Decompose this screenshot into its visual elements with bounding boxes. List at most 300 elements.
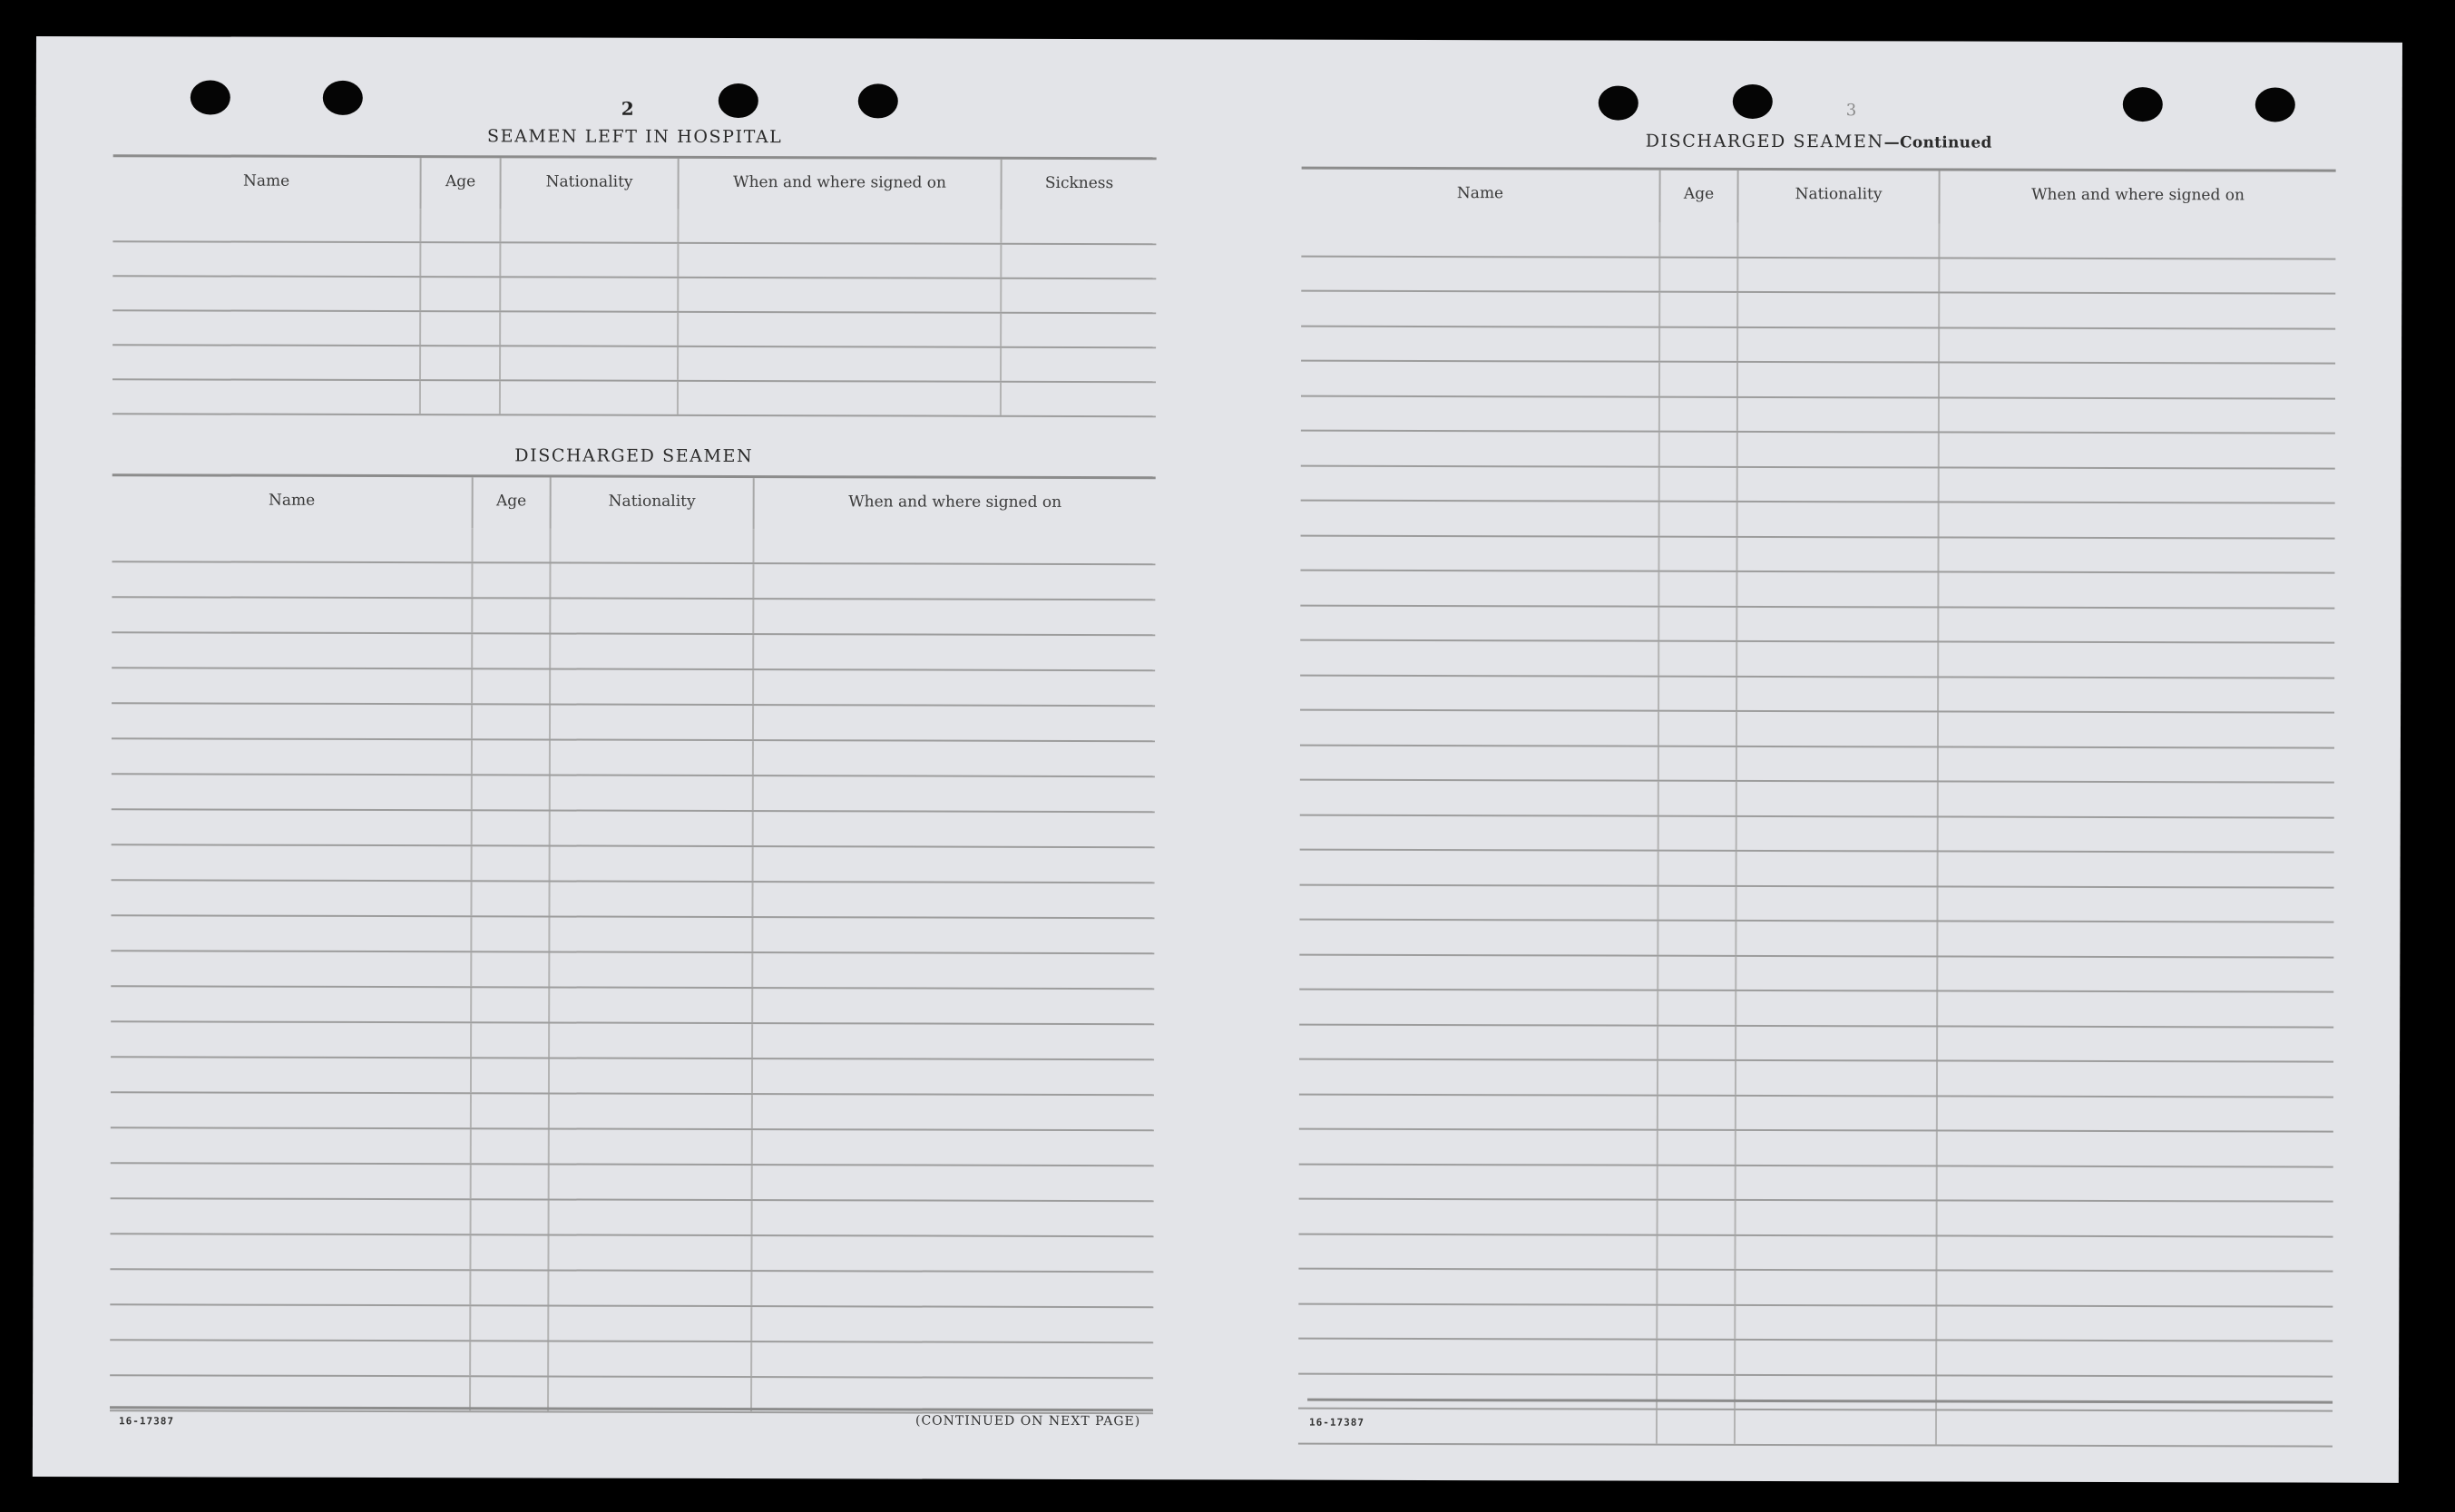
discharged-continued-body	[1298, 222, 2336, 1447]
table-cell	[1939, 852, 2334, 886]
table-cell	[550, 1094, 753, 1128]
table-cell	[679, 347, 1002, 381]
table-cell	[551, 705, 754, 739]
table-cell	[1938, 1131, 2333, 1166]
table-cell	[1658, 1375, 1736, 1409]
table-row	[1298, 1270, 2333, 1307]
table-cell	[112, 277, 421, 310]
col-signed-on-header: When and where signed on	[2031, 185, 2245, 205]
table-row	[1301, 432, 2335, 469]
table-cell	[752, 1272, 1153, 1306]
table-cell	[112, 810, 473, 844]
table-cell	[551, 740, 754, 775]
table-cell	[471, 1341, 549, 1375]
table-cell	[1736, 1201, 1938, 1234]
col-name-header: Name	[112, 476, 474, 528]
table-cell	[1658, 956, 1736, 990]
table-cell	[1299, 1200, 1658, 1234]
table-cell	[1301, 396, 1660, 431]
table-row	[1299, 1165, 2333, 1202]
table-cell	[473, 599, 551, 632]
table-cell	[679, 313, 1002, 346]
discharged-continued-header	[1301, 170, 2335, 225]
page-number: 3	[1845, 101, 1857, 121]
table-cell	[501, 278, 679, 311]
table-cell	[111, 1022, 472, 1057]
table-cell	[473, 669, 551, 703]
table-cell	[1737, 816, 1939, 850]
table-cell	[1660, 293, 1738, 327]
table-cell	[1938, 957, 2333, 991]
table-cell	[112, 562, 473, 597]
table-cell	[1301, 327, 1660, 361]
table-cell	[1658, 1410, 1736, 1444]
discharged-table-body	[110, 527, 1156, 1414]
table-cell	[1737, 677, 1939, 710]
table-cell	[1300, 676, 1659, 710]
table-cell	[472, 1200, 550, 1234]
table-cell	[1737, 782, 1939, 815]
col-sickness-header: Sickness	[1044, 173, 1114, 193]
table-cell	[110, 1270, 471, 1304]
table-cell	[472, 1023, 550, 1057]
table-cell	[1737, 852, 1939, 885]
table-cell	[1301, 362, 1660, 396]
table-cell	[1301, 466, 1660, 501]
table-cell	[1659, 642, 1737, 676]
table-cell	[1660, 327, 1738, 361]
table-cell	[1937, 1410, 2333, 1445]
table-row	[111, 1022, 1154, 1060]
table-cell	[1660, 363, 1738, 396]
table-row	[112, 775, 1155, 813]
table-cell	[472, 1094, 550, 1127]
table-cell	[1938, 991, 2333, 1026]
table-cell	[1299, 1095, 1658, 1129]
table-cell	[754, 564, 1155, 599]
table-cell	[754, 529, 1155, 563]
table-cell	[551, 599, 754, 633]
table-cell	[1738, 433, 1940, 466]
table-cell	[421, 209, 501, 241]
table-cell	[473, 811, 551, 844]
table-row	[1299, 1025, 2333, 1062]
table-cell	[551, 669, 754, 704]
table-cell	[1298, 1270, 1658, 1304]
table-cell	[1939, 572, 2334, 607]
table-row	[112, 346, 1156, 383]
table-row	[111, 987, 1154, 1025]
table-cell	[1299, 955, 1658, 990]
table-cell	[1939, 608, 2334, 642]
table-cell	[1736, 1410, 1937, 1444]
table-cell	[1300, 641, 1659, 676]
table-cell	[473, 740, 551, 774]
table-cell	[1938, 1201, 2333, 1235]
table-row	[112, 810, 1155, 848]
table-cell	[679, 278, 1002, 312]
table-row	[1299, 885, 2333, 922]
table-cell	[1939, 538, 2334, 572]
table-row	[1299, 1130, 2333, 1167]
table-row	[1298, 1374, 2333, 1411]
table-cell	[1300, 851, 1659, 885]
col-age-header: Age	[474, 477, 552, 528]
table-row	[1298, 1304, 2333, 1341]
table-cell	[1300, 571, 1659, 606]
table-cell	[1300, 606, 1659, 640]
table-row	[1300, 606, 2334, 643]
table-cell	[112, 704, 473, 738]
col-name-header: Name	[113, 157, 422, 209]
hospital-table-body	[112, 208, 1157, 417]
table-row	[111, 1199, 1154, 1237]
table-cell	[421, 312, 501, 345]
form-sheet	[33, 36, 2402, 1483]
form-code: 16-17387	[1308, 1416, 1365, 1429]
table-cell	[550, 1058, 753, 1093]
table-row	[1301, 327, 2335, 364]
table-row	[1299, 990, 2333, 1028]
table-cell	[1659, 572, 1737, 606]
table-cell	[112, 668, 473, 703]
table-cell	[1301, 502, 1660, 536]
table-cell	[112, 775, 473, 809]
table-cell	[1658, 1131, 1736, 1165]
table-cell	[1738, 397, 1940, 431]
table-cell	[1938, 922, 2333, 956]
table-cell	[471, 1377, 549, 1410]
table-cell	[112, 242, 421, 276]
table-cell	[1298, 1340, 1658, 1374]
table-cell	[1738, 502, 1940, 536]
table-cell	[1736, 1166, 1938, 1199]
table-cell	[1937, 1341, 2333, 1375]
col-signed-on-header: When and where signed on	[680, 159, 1003, 210]
table-cell	[472, 1058, 550, 1092]
table-row	[1300, 676, 2334, 713]
table-row	[112, 311, 1156, 348]
table-cell	[679, 244, 1002, 278]
table-cell	[1658, 1026, 1736, 1059]
hospital-section-title: SEAMEN LEFT IN HOSPITAL	[486, 126, 783, 148]
table-cell	[754, 635, 1155, 669]
table-cell	[1940, 223, 2335, 258]
table-row	[1300, 781, 2334, 818]
table-cell	[473, 776, 551, 809]
table-cell	[1300, 746, 1659, 780]
table-cell	[1660, 223, 1738, 257]
table-row	[112, 208, 1156, 245]
table-cell	[753, 1130, 1154, 1165]
table-row	[111, 916, 1154, 954]
table-row	[1299, 921, 2333, 958]
table-cell	[1940, 328, 2335, 363]
table-cell	[1660, 467, 1738, 501]
table-cell	[1658, 1271, 1736, 1304]
table-cell	[472, 1165, 550, 1198]
table-cell	[1658, 886, 1736, 920]
table-cell	[1736, 922, 1938, 955]
table-cell	[752, 1342, 1153, 1377]
table-cell	[1301, 257, 1660, 291]
table-cell	[1659, 746, 1737, 780]
table-cell	[1301, 222, 1660, 257]
table-cell	[1738, 223, 1940, 257]
table-cell	[679, 210, 1002, 243]
table-cell	[1738, 327, 1940, 361]
table-cell	[1737, 642, 1939, 676]
table-row	[112, 242, 1156, 279]
table-cell	[1659, 816, 1737, 850]
table-cell	[473, 563, 551, 597]
table-row	[1300, 746, 2334, 783]
table-cell	[111, 1093, 472, 1127]
table-row	[1300, 641, 2334, 678]
table-cell	[753, 1166, 1154, 1200]
table-row	[1300, 851, 2334, 888]
table-cell	[752, 1236, 1153, 1271]
table-cell	[1738, 363, 1940, 396]
table-row	[1301, 292, 2335, 329]
table-cell	[754, 670, 1155, 705]
table-cell	[754, 706, 1155, 740]
table-cell	[112, 845, 473, 880]
table-row	[1298, 1340, 2333, 1377]
table-row	[112, 562, 1155, 600]
table-cell	[1658, 991, 1736, 1025]
table-cell	[110, 1234, 471, 1269]
table-cell	[1299, 1025, 1658, 1059]
discharged-section-title: DISCHARGED SEAMEN	[514, 445, 754, 467]
table-cell	[1940, 433, 2335, 467]
table-cell	[1658, 1096, 1736, 1129]
table-cell	[1737, 572, 1939, 606]
table-row	[110, 1305, 1153, 1343]
table-cell	[551, 846, 754, 881]
table-cell	[112, 380, 421, 414]
table-cell	[1939, 678, 2334, 712]
col-nationality-header: Nationality	[552, 477, 755, 529]
table-cell	[112, 527, 473, 561]
table-cell	[1939, 782, 2334, 816]
table-row	[110, 1270, 1153, 1308]
table-cell	[1659, 852, 1737, 885]
table-cell	[1738, 258, 1940, 291]
table-row	[1301, 502, 2335, 539]
table-cell	[1002, 279, 1156, 312]
table-row	[1301, 362, 2335, 399]
table-cell	[1938, 1097, 2333, 1131]
table-cell	[1736, 886, 1938, 920]
table-cell	[473, 846, 551, 880]
table-cell	[551, 563, 754, 598]
table-cell	[1659, 537, 1737, 571]
table-cell	[753, 883, 1154, 917]
table-cell	[1738, 293, 1940, 327]
table-cell	[1738, 467, 1940, 501]
table-cell	[1736, 1131, 1938, 1165]
table-cell	[110, 1305, 471, 1340]
table-cell	[1737, 712, 1939, 746]
table-cell	[1299, 885, 1658, 920]
col-signed-on-header: When and where signed on	[848, 493, 1062, 512]
table-cell	[1937, 1376, 2333, 1410]
table-cell	[550, 1023, 753, 1058]
table-row	[112, 845, 1155, 883]
table-cell	[550, 952, 753, 987]
table-cell	[549, 1341, 752, 1376]
col-age-header: Age	[422, 158, 502, 209]
table-cell	[472, 882, 550, 915]
table-cell	[550, 988, 753, 1022]
table-row	[1300, 571, 2334, 609]
table-cell	[754, 741, 1155, 776]
table-cell	[1659, 607, 1737, 640]
table-cell	[472, 1129, 550, 1163]
table-cell	[112, 739, 473, 774]
table-cell	[111, 1058, 472, 1092]
table-cell	[111, 881, 472, 915]
table-cell	[1660, 397, 1738, 431]
col-nationality-header: Nationality	[502, 158, 680, 210]
table-cell	[1002, 210, 1156, 243]
table-row	[1300, 536, 2334, 573]
table-cell	[549, 1306, 752, 1341]
table-cell	[112, 346, 421, 379]
discharged-table	[110, 473, 1156, 1414]
table-cell	[1660, 433, 1738, 466]
table-cell	[549, 1271, 752, 1305]
table-row	[111, 1128, 1154, 1166]
table-cell	[1659, 677, 1737, 710]
table-cell	[753, 989, 1154, 1023]
table-row	[111, 1058, 1154, 1096]
table-cell	[1940, 468, 2335, 502]
table-cell	[1298, 1304, 1658, 1339]
table-cell	[1736, 1061, 1938, 1095]
table-cell	[1940, 293, 2335, 327]
table-cell	[421, 243, 501, 276]
table-cell	[111, 916, 472, 951]
table-cell	[471, 1306, 549, 1340]
table-cell	[473, 634, 551, 668]
table-cell	[1300, 781, 1659, 815]
table-cell	[1300, 815, 1659, 850]
table-cell	[754, 600, 1155, 634]
table-cell	[111, 1164, 472, 1198]
table-row	[112, 277, 1156, 314]
table-cell	[753, 953, 1154, 988]
table-cell	[1940, 398, 2335, 433]
discharged-continued-title	[1302, 131, 2336, 153]
table-cell	[1938, 1061, 2333, 1096]
table-cell	[112, 311, 421, 345]
table-cell	[472, 988, 550, 1021]
table-row	[112, 739, 1155, 777]
table-cell	[1658, 1201, 1736, 1234]
table-cell	[551, 811, 754, 845]
table-row	[1301, 222, 2335, 259]
table-cell	[1736, 1235, 1937, 1269]
table-cell	[1736, 991, 1938, 1025]
table-row	[111, 951, 1154, 990]
table-row	[111, 1093, 1154, 1131]
table-cell	[112, 633, 473, 668]
table-cell	[754, 776, 1155, 811]
table-cell	[1299, 1165, 1658, 1199]
col-name-header: Name	[1301, 170, 1660, 223]
table-cell	[1660, 502, 1738, 536]
table-cell	[753, 1095, 1154, 1129]
table-cell	[551, 634, 754, 668]
table-row	[1299, 1095, 2333, 1132]
table-cell	[1736, 1305, 1937, 1339]
table-row	[1298, 1410, 2333, 1447]
table-cell	[1937, 1236, 2333, 1271]
table-cell	[1298, 1234, 1658, 1269]
table-cell	[1299, 1060, 1658, 1095]
table-row	[112, 704, 1155, 742]
table-cell	[1736, 1271, 1937, 1304]
table-cell	[1300, 711, 1659, 746]
table-cell	[421, 381, 501, 414]
table-cell	[1002, 383, 1156, 415]
table-cell	[1938, 887, 2333, 922]
table-row	[111, 1164, 1154, 1202]
table-cell	[1938, 1027, 2333, 1061]
table-cell	[753, 918, 1154, 952]
table-cell	[1299, 1130, 1658, 1165]
table-cell	[501, 209, 679, 242]
table-cell	[1939, 642, 2334, 677]
table-cell	[1299, 921, 1658, 955]
table-row	[1300, 815, 2334, 853]
table-cell	[551, 528, 754, 562]
table-cell	[1940, 363, 2335, 397]
table-cell	[551, 776, 754, 810]
table-row	[110, 1234, 1153, 1273]
table-cell	[1939, 747, 2334, 782]
table-cell	[1002, 314, 1156, 346]
table-cell	[1937, 1271, 2333, 1305]
table-row	[1299, 1200, 2333, 1237]
table-cell	[1940, 502, 2335, 537]
table-row	[111, 881, 1154, 919]
table-cell	[1658, 922, 1736, 955]
table-cell	[421, 278, 501, 310]
table-cell	[471, 1235, 549, 1269]
table-cell	[1737, 537, 1939, 571]
table-row	[1301, 466, 2335, 503]
table-cell	[1658, 1061, 1736, 1095]
table-row	[112, 598, 1155, 636]
table-row	[112, 527, 1155, 565]
table-cell	[501, 243, 679, 277]
table-cell	[1658, 1166, 1736, 1199]
table-cell	[1737, 607, 1939, 640]
table-cell	[753, 1024, 1154, 1058]
table-cell	[754, 847, 1155, 882]
table-cell	[1298, 1374, 1658, 1409]
table-cell	[550, 882, 753, 916]
table-cell	[1939, 712, 2334, 746]
section-title-text: DISCHARGED SEAMEN	[1645, 131, 1884, 152]
table-cell	[1301, 432, 1660, 466]
table-cell	[1736, 1026, 1938, 1059]
left-page	[110, 36, 1157, 1479]
table-cell	[1660, 258, 1738, 291]
